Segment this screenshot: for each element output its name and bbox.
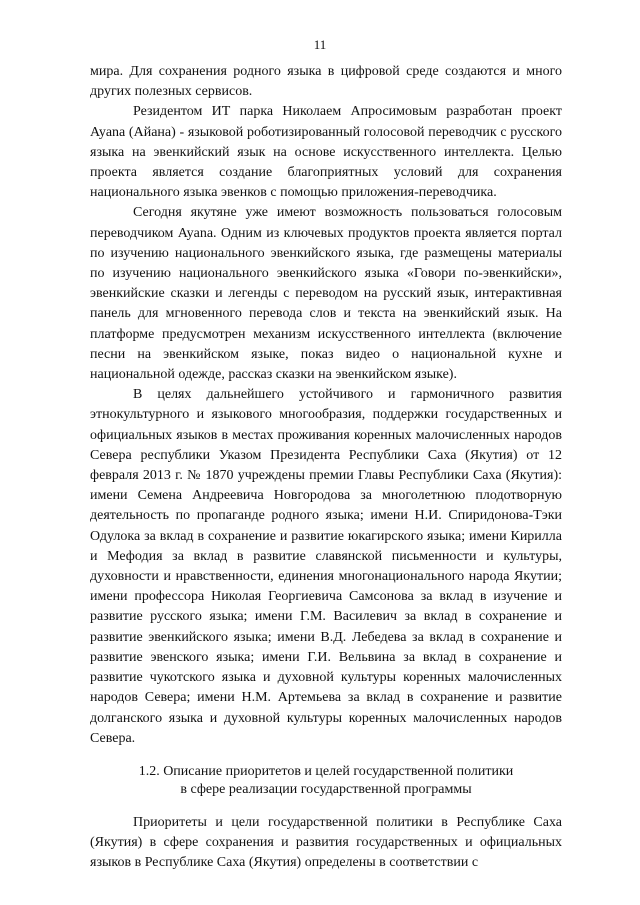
paragraph-priorities: Приоритеты и цели государственной политики в Республике Саха (Якутия) в сфере сохранения и развития государственных и официальных языков в Республике Саха (Якутия) определены в соответствии с bbox=[90, 814, 562, 871]
paragraph-continuation: мира. Для сохранения родного языка в цифровой среде создаются и много других полезных сервисов. bbox=[90, 64, 562, 100]
page-number: 11 bbox=[313, 37, 327, 52]
paragraph-ayana-project: Резидентом ИТ парка Николаем Апросимовым разработан проект Ayana (Айана) - языковой роботизированный голосовой переводчик с русского языка на эвенкийский язык на основе искусственного интеллекта. Целью проекта является создание благоприятных условий для сохранения национального языка эвенков с помощью приложения-переводчика. bbox=[90, 104, 562, 201]
section-heading-line-2: в сфере реализации государственной программы bbox=[180, 782, 472, 798]
section-heading bbox=[90, 763, 562, 800]
paragraph-awards-decree: В целях дальнейшего устойчивого и гармоничного развития этнокультурного и языкового многообразия, поддержки государственных и официальных языков в местах проживания коренных малочисленных народов Севера республики Указом Президента Республики Саха (Якутия) от 12 февраля 2013 г. № 1870 учреждены премии Главы Республики Саха (Якутия): имени Семена Андреевича Новгородова за многолетнюю плодотворную деятельность по пропаганде родного языка; имени Н.И. Спиридонова-Тэки Одулока за вклад в сохранение и развитие юкагирского языка; имени Кирилла и Мефодия за вклад в развитие славянской письменности и культуры, духовности и нравственности, единения многонационального народа Якутии; имени профессора Николая Георгиевича Самсонова за вклад в изучение и развитие русского языка; имени Г.М. Василевич за вклад в сохранение и развитие эвенкийского языка; имени В.Д. Лебедева за вклад в сохранение и развитие эвенского языка; имени Г.И. Вельвина за вклад в сохранение и развитие чукотского языка и духовной культуры коренных малочисленных народов Севера; имени Н.М. Артемьева за вклад в сохранение и развитие долганского языка и духовной культуры коренных малочисленных народов Севера. bbox=[90, 387, 562, 746]
document-body bbox=[90, 62, 562, 874]
section-heading-line-1: 1.2. Описание приоритетов и целей государственной политики bbox=[138, 763, 514, 779]
paragraph-ayana-portal: Сегодня якутяне уже имеют возможность пользоваться голосовым переводчиком Ayana. Одним из ключевых продуктов проекта является портал по изучению национального эвенкийского языка, где размещены материалы по изучению национального эвенкийского языка «Говори по-эвенкийски», эвенкийские сказки и легенды с переводом на русский язык, интерактивная панель для мгновенного перевода слов и текста на эвенкийский язык. На платформе предусмотрен механизм искусственного интеллекта (включение песни на эвенкийском языке, показ видео о национальной кухне и национальной одежде, рассказ сказки на эвенкийском языке). bbox=[90, 205, 562, 383]
